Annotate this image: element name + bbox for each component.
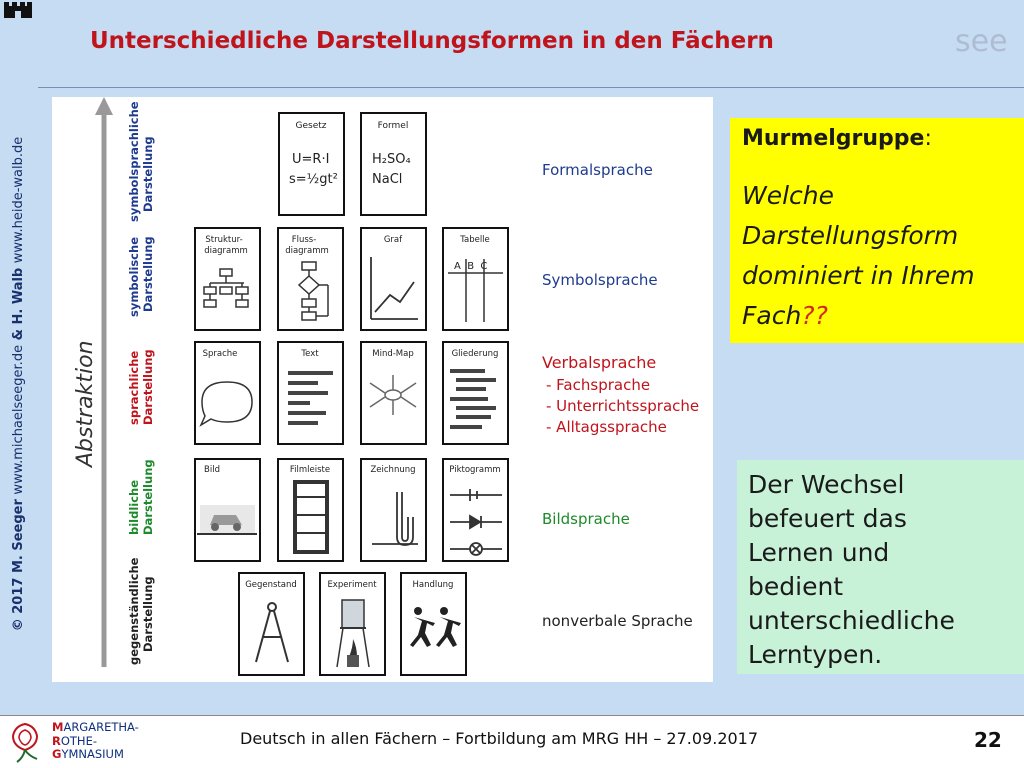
school-line-3-rest: YMNASIUM xyxy=(61,747,124,761)
murmel-line-3: dominiert in Ihrem xyxy=(742,261,975,290)
label-bildsprache: Bildsprache xyxy=(542,510,630,528)
car-icon xyxy=(197,505,257,534)
wechsel-line-1: Der Wechsel xyxy=(748,470,905,499)
murmel-line-4 xyxy=(742,296,975,336)
card-zeichnung-title: Zeichnung xyxy=(370,465,416,475)
speech-bubble-icon xyxy=(201,382,252,425)
wechsel-line-5: unterschiedliche xyxy=(748,606,955,635)
sidebar-credits xyxy=(8,34,30,734)
school-logo-text xyxy=(52,721,139,762)
wechsel-line-2: befeuert das xyxy=(748,504,907,533)
label-fachsprache: - Fachsprache xyxy=(546,376,651,394)
label-nonverbale-sprache: nonverbale Sprache xyxy=(542,612,693,630)
sidebar-copyright: © 2017 M. Seeger xyxy=(11,499,26,632)
card-bild-title: Bild xyxy=(204,465,220,475)
card-gegenstand-title: Gegenstand xyxy=(245,580,297,590)
page-number: 22 xyxy=(974,728,1002,752)
murmel-heading-text: Murmelgruppe xyxy=(742,126,925,151)
row1-side-label-2: Darstellung xyxy=(141,136,155,212)
sidebar-author-walb: H. Walb xyxy=(11,267,26,325)
sidebar-url-seeger[interactable]: www.michaelseeger.de xyxy=(11,344,26,495)
card-fluss-title: Fluss- xyxy=(291,235,317,245)
school-line-1 xyxy=(52,721,139,735)
footer-text: Deutsch in allen Fächern – Fortbildung am MRG HH – 27.09.2017 xyxy=(240,729,759,748)
slide-title: Unterschiedliche Darstellungsformen in den Fächern xyxy=(90,28,774,54)
school-line-1-cap: M xyxy=(52,720,64,734)
school-line-1-rest: ARGARETHA- xyxy=(63,720,139,734)
school-line-3 xyxy=(52,748,139,762)
sidebar-ampersand: & xyxy=(11,329,26,341)
card-graf-title: Graf xyxy=(383,235,403,245)
murmel-line-1: Welche xyxy=(742,181,835,210)
card-formel-line2: NaCl xyxy=(372,172,403,187)
axis-label: Abstraktion xyxy=(73,340,98,467)
murmel-colon: : xyxy=(924,126,932,151)
card-mindmap-title: Mind-Map xyxy=(372,349,414,359)
card-pikto-title: Piktogramm xyxy=(449,465,501,475)
label-formalsprache: Formalsprache xyxy=(542,161,653,179)
school-line-2 xyxy=(52,735,139,749)
card-formel-line1: H₂SO₄ xyxy=(372,152,411,167)
card-gesetz-line1: U=R·I xyxy=(292,152,330,167)
row2-side-label-2: Darstellung xyxy=(141,236,155,312)
row5-side-label-2: Darstellung xyxy=(141,576,155,652)
label-alltagssprache: - Alltagssprache xyxy=(546,418,667,436)
row4-side-label-2: Darstellung xyxy=(141,459,155,535)
row2-side-label-1: symbolische xyxy=(127,237,141,317)
label-verbalsprache: Verbalsprache xyxy=(542,353,657,372)
rose-logo-icon xyxy=(2,718,48,766)
title-divider xyxy=(38,87,1024,88)
row3-side-label-1: sprachliche xyxy=(127,350,141,425)
card-formel-title: Formel xyxy=(377,121,409,131)
card-film-title: Filmleiste xyxy=(289,465,331,475)
abstraction-diagram xyxy=(52,97,713,682)
card-struktur-title: Struktur- xyxy=(205,235,243,245)
school-line-2-cap: R xyxy=(52,733,61,748)
card-fluss-title2: diagramm xyxy=(285,246,329,256)
murmel-question-marks: ?? xyxy=(801,301,828,330)
card-gesetz-line2: s=½gt² xyxy=(289,172,338,187)
row3-side-label-2: Darstellung xyxy=(141,349,155,425)
murmel-heading xyxy=(742,126,932,151)
watermark: see xyxy=(955,24,1008,59)
sidebar-url-walb[interactable]: www.heide-walb.de xyxy=(11,136,26,264)
murmel-last-word: Fach xyxy=(742,301,802,330)
card-sprache-title: Sprache xyxy=(202,349,238,359)
wechsel-line-6: Lerntypen. xyxy=(748,640,883,669)
row4-side-label-1: bildliche xyxy=(127,479,141,535)
wechsel-box xyxy=(737,460,1024,674)
card-struktur-title2: diagramm xyxy=(204,246,248,256)
card-tabelle-title: Tabelle xyxy=(460,235,490,245)
murmelgruppe-box xyxy=(730,118,1024,343)
row1-side-label-1: symbolsprachliche xyxy=(127,101,141,222)
label-symbolsprache: Symbolsprache xyxy=(542,271,658,289)
wechsel-text xyxy=(748,468,955,672)
card-gesetz-title: Gesetz xyxy=(295,121,327,131)
label-unterrichtssprache: - Unterrichtssprache xyxy=(546,397,700,415)
row5-side-label-1: gegenständliche xyxy=(127,557,141,665)
card-gliederung-title: Gliederung xyxy=(451,349,499,359)
castle-logo-icon xyxy=(2,0,34,18)
card-text-title: Text xyxy=(301,349,319,359)
wechsel-line-3: Lernen und xyxy=(748,538,890,567)
wechsel-line-4: bedient xyxy=(748,572,844,601)
card-tabelle-cols: A B C xyxy=(454,261,488,272)
school-line-2-rest: OTHE- xyxy=(60,733,97,748)
card-handlung-title: Handlung xyxy=(412,580,454,590)
school-line-3-cap: G xyxy=(52,747,62,761)
murmel-question xyxy=(742,176,975,336)
abstraction-axis xyxy=(73,97,113,667)
card-experiment-title: Experiment xyxy=(327,580,377,590)
murmel-line-2: Darstellungsform xyxy=(742,221,959,250)
